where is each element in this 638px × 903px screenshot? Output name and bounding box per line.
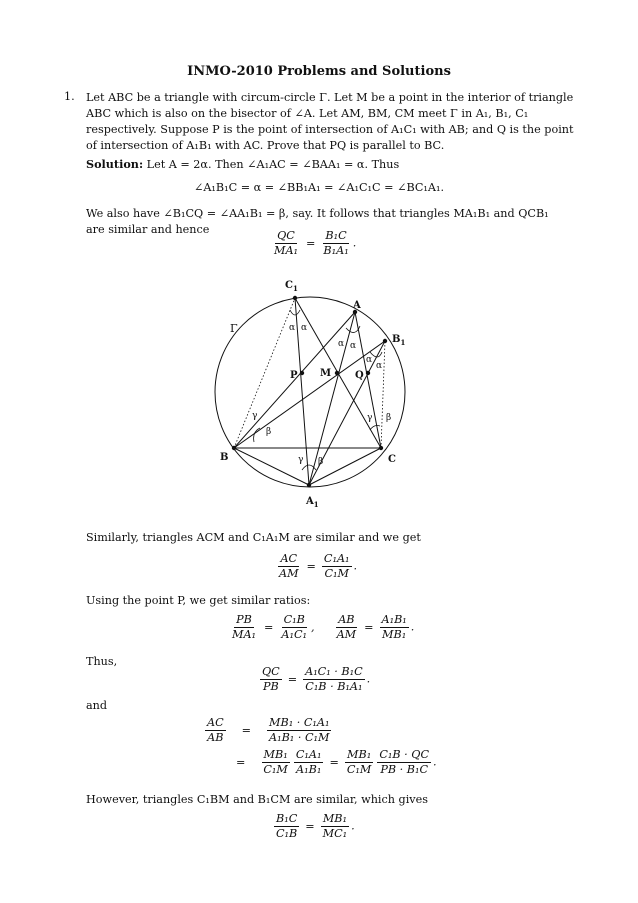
equation-tail: . <box>351 819 355 833</box>
angle-label-gamma: γ <box>252 411 258 421</box>
point-b <box>232 446 236 450</box>
equation-similar-2: $\frac{AC}{AM}$ = $\frac{\text{C₁A₁}}{\text{C₁M}}$ . <box>279 552 358 580</box>
point-q <box>366 371 370 375</box>
fraction-denominator: MA₁ <box>274 244 299 257</box>
point-c <box>379 446 383 450</box>
fraction-numerator: C₁A₁ <box>295 748 322 761</box>
paragraph-2-line-1: We also have ∠B₁CQ = ∠AA₁B₁ = β, say. It follows that triangles MA₁B₁ and QCB₁ <box>86 207 549 220</box>
fraction-numerator: MB₁ <box>263 748 288 761</box>
equation-separator: , <box>311 620 315 634</box>
fraction-numerator: AC <box>207 716 224 729</box>
paragraph-3: Similarly, triangles ACM and C₁A₁M are similar and we get <box>86 531 421 544</box>
equation-tail: . <box>410 620 415 634</box>
solution-label: Solution: <box>86 157 144 171</box>
point-p <box>300 371 304 375</box>
label-gamma: Γ <box>230 322 238 335</box>
label-b: B <box>220 452 229 463</box>
point-c1 <box>293 296 297 300</box>
fraction-denominator: MA₁ <box>232 628 257 641</box>
geometry-figure <box>210 270 440 515</box>
paragraph-6: and <box>86 699 108 712</box>
angle-arcs <box>254 310 382 470</box>
fraction-denominator: PB · B₁C <box>380 763 429 776</box>
label-b1-sub: 1 <box>400 338 406 347</box>
angle-label-alpha: α <box>366 355 373 365</box>
equation-similar-3: $\frac{PB}{\text{MA₁}}$ = $\frac{\text{C₁B}}{\text{A₁C₁}}$ , $\frac{AB}{AM}$ = $\frac{\text{A₁B₁}}{\text{MB₁}}$ . <box>232 613 415 641</box>
fraction-denominator: PB <box>262 680 279 693</box>
problem-line-4: of intersection of A₁B₁ with AC. Prove that PQ is parallel to BC. <box>86 139 445 152</box>
fraction-denominator: AM <box>336 628 357 641</box>
equation-ratio-ac-ab: $\frac{AC}{AB}$ = $\frac{\text{MB₁ · C₁A₁}}{\text{A₁B₁ · C₁M}}$ <box>207 716 330 744</box>
angle-label-alpha: α <box>289 323 296 333</box>
label-a: A <box>353 300 361 311</box>
label-p: P <box>290 370 298 381</box>
problem-line-2: ABC which is also on the bisector of ∠A. Let AM, BM, CM meet Γ in A₁, B₁, C₁ <box>86 107 529 120</box>
label-b1-main: B <box>392 334 401 345</box>
angle-label-alpha: α <box>350 341 357 351</box>
equation-tail: . <box>366 672 371 686</box>
label-m: M <box>320 368 332 379</box>
fraction-numerator: A₁B₁ <box>381 613 407 626</box>
equation-ratio-expanded: = $\frac{\text{MB₁}}{\text{C₁M}}$ $\frac{\text{C₁A₁}}{\text{A₁B₁}}$ = $\frac{\text{MB₁}}{\text{C₁M}}$ $\frac{\text{C₁B · QC}}{\text{PB · B₁C}}$ . <box>236 748 437 776</box>
fraction-denominator: C₁B · B₁A₁ <box>305 680 363 693</box>
fraction-numerator: B₁C <box>325 229 347 242</box>
fraction-denominator: C₁M <box>263 763 288 776</box>
paragraph-2-line-2: are similar and hence <box>86 223 210 236</box>
label-c1 <box>285 280 298 293</box>
fraction-denominator: C₁B <box>276 827 298 840</box>
fraction-denominator: A₁C₁ <box>281 628 308 641</box>
fraction-numerator: AB <box>338 613 355 626</box>
solution-intro-line <box>86 156 399 173</box>
label-c: C <box>388 454 396 465</box>
point-b1 <box>383 339 387 343</box>
fraction-numerator: QC <box>262 665 280 678</box>
fraction-denominator: AB <box>207 731 224 744</box>
fraction-denominator: AM <box>279 567 299 580</box>
point-a1 <box>307 483 311 487</box>
fraction-numerator: AC <box>280 552 298 565</box>
fraction-denominator: C₁M <box>346 763 372 776</box>
fraction-numerator: PB <box>236 613 252 626</box>
label-a1 <box>305 496 319 509</box>
fraction-numerator: MB₁ <box>347 748 372 761</box>
fraction-numerator: A₁C₁ · B₁C <box>305 665 363 678</box>
fraction-denominator: MB₁ <box>382 628 407 641</box>
angle-label-beta: β <box>386 413 392 423</box>
fraction-denominator: C₁M <box>324 567 349 580</box>
equation-tail: . <box>353 559 358 573</box>
angle-label-beta: β <box>318 457 324 467</box>
fraction-denominator: A₁B₁ · C₁M <box>269 731 330 744</box>
equation-similar-1: $\frac{QC}{\text{MA₁}}$ = $\frac{\text{B₁C}}{\text{B₁A₁}}$ . <box>274 229 357 257</box>
problem-line-3: respectively. Suppose P is the point of intersection of A₁C₁ with AB; and Q is the point <box>86 123 574 136</box>
fraction-numerator: B₁C <box>276 812 298 825</box>
fraction-numerator: MB₁ · C₁A₁ <box>269 716 330 729</box>
fraction-numerator: MB₁ <box>322 812 347 825</box>
equation-tail: . <box>433 755 437 769</box>
label-a1-sub: 1 <box>313 500 319 509</box>
label-c1-main: C <box>285 280 293 291</box>
label-c1-sub: 1 <box>292 284 298 293</box>
problem-line-1: Let ABC be a triangle with circum-circle Γ. Let M be a point in the interior of triangle <box>86 91 574 104</box>
page-title: INMO-2010 Problems and Solutions <box>187 64 451 79</box>
fraction-numerator: C₁B · QC <box>379 748 430 761</box>
fraction-denominator: A₁B₁ <box>296 763 322 776</box>
equation-ratio-qc-pb: $\frac{QC}{PB}$ = $\frac{\text{A₁C₁ · B₁C}}{\text{C₁B · B₁A₁}}$ . <box>262 665 371 693</box>
angle-label-gamma: γ <box>367 413 373 423</box>
solution-intro: Let A = 2α. Then ∠A₁AC = ∠BAA₁ = α. Thus <box>146 158 400 171</box>
paragraph-5: Thus, <box>86 655 118 668</box>
label-q: Q <box>355 370 364 381</box>
equation-similar-4: $\frac{\text{B₁C}}{\text{C₁B}}$ = $\frac{\text{MB₁}}{\text{MC₁}}$ . <box>276 812 355 840</box>
angle-label-alpha: α <box>376 361 383 371</box>
label-a1-main: A <box>306 496 314 507</box>
fraction-numerator: QC <box>277 229 295 242</box>
fraction-denominator: MC₁ <box>322 827 348 840</box>
angle-label-alpha: α <box>301 323 308 333</box>
paragraph-7: However, triangles C₁BM and B₁CM are similar, which gives <box>86 793 428 806</box>
fraction-numerator: C₁B <box>283 613 305 626</box>
equation-tail: . <box>352 236 357 250</box>
fraction-numerator: C₁A₁ <box>323 552 350 565</box>
circumcircle-gamma <box>215 297 405 487</box>
angle-label-alpha: α <box>338 339 345 349</box>
fraction-denominator: B₁A₁ <box>323 244 349 257</box>
point-m <box>335 371 339 375</box>
paragraph-4: Using the point P, we get similar ratios: <box>86 594 311 607</box>
angle-label-beta: β <box>266 427 272 437</box>
label-b1 <box>392 334 405 347</box>
angle-label-gamma: γ <box>298 455 304 465</box>
equation-angles: ∠A₁B₁C = α = ∠BB₁A₁ = ∠A₁C₁C = ∠BC₁A₁. <box>193 181 445 194</box>
problem-number: 1. <box>64 90 75 103</box>
